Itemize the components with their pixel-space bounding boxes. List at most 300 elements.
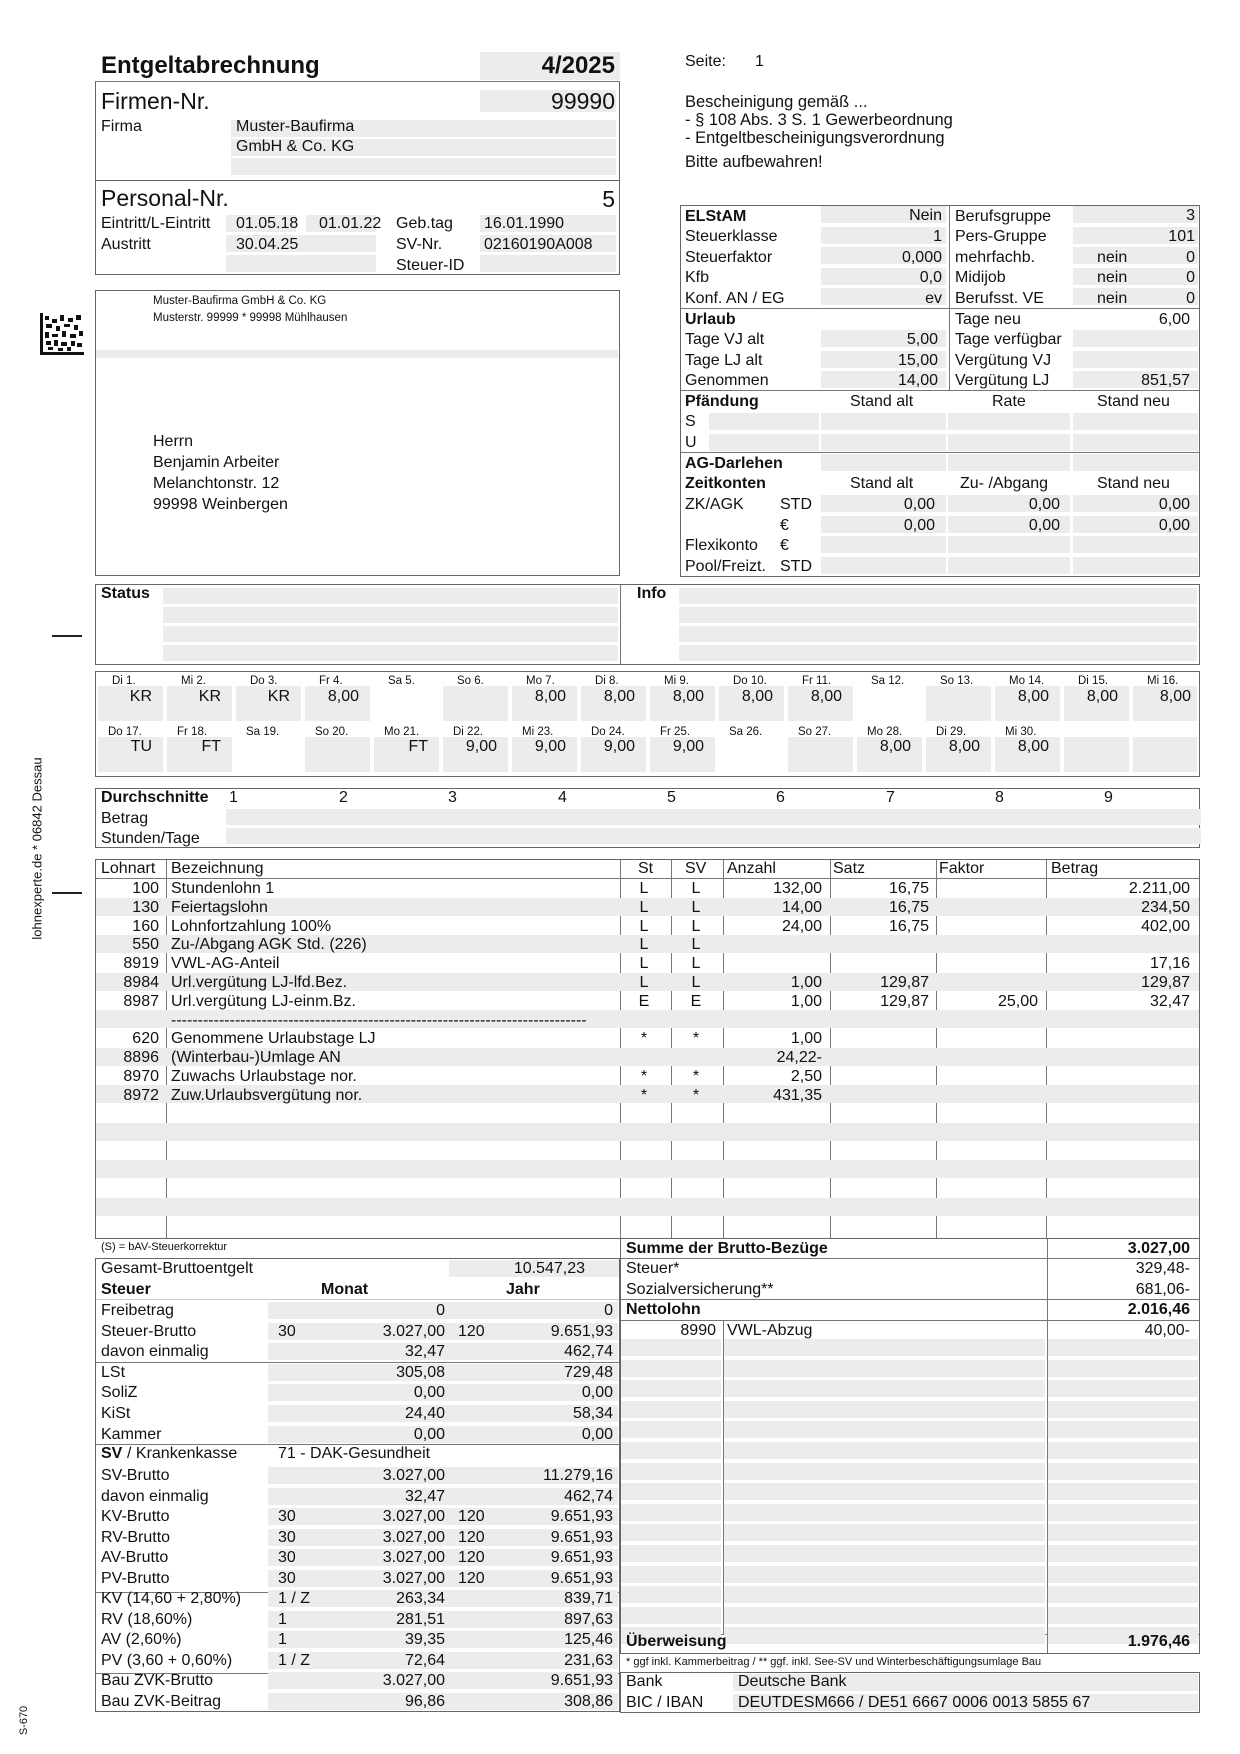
form-code: S-670 — [18, 1705, 31, 1736]
header-st: St — [638, 860, 654, 877]
data-row — [95, 1364, 620, 1384]
shade — [1048, 1339, 1198, 1356]
steuerfaktor: 0,000 — [901, 249, 942, 266]
zk-v6: 0,00 — [1158, 517, 1190, 534]
shade — [621, 1463, 721, 1480]
personnel-number-label: Personal-Nr. — [101, 185, 229, 211]
row-tage-jahr: 120 — [458, 1528, 485, 1546]
data-row — [95, 1384, 620, 1404]
row-tage-jahr: 120 — [458, 1322, 485, 1340]
shade — [724, 1566, 1045, 1583]
vertical-imprint: lohnexperte.de * 06842 Dessau — [29, 757, 45, 940]
row-monat: 39,35 — [404, 1631, 445, 1649]
bank-name: Deutsche Bank — [738, 1673, 847, 1690]
tage-neu: 6,00 — [1158, 311, 1190, 328]
lohnart-sv: * — [692, 1030, 700, 1048]
tage-lj-label: Tage LJ alt — [685, 352, 763, 369]
row-label: Bau ZVK-Beitrag — [101, 1692, 222, 1710]
lohnart-anzahl: 431,35 — [773, 1086, 822, 1104]
shade — [1048, 1504, 1198, 1521]
lohnart-bezeichnung: Lohnfortzahlung 100% — [171, 917, 332, 935]
row-label: davon einmalig — [101, 1343, 209, 1361]
lohnart-sv: L — [691, 974, 701, 991]
steuerklasse-label: Steuerklasse — [685, 228, 778, 245]
lohnart-satz: 129,87 — [880, 974, 929, 991]
firm-name-2: GmbH & Co. KG — [236, 138, 355, 155]
pfaendung-col1: Stand alt — [850, 393, 914, 410]
lohnart-code: 8972 — [123, 1086, 159, 1104]
pfaendung-col2: Rate — [992, 393, 1026, 410]
row-jahr: 0,00 — [581, 1384, 613, 1402]
shade — [724, 1380, 1045, 1397]
shade — [1048, 1586, 1198, 1603]
lohnart-code: 550 — [132, 936, 159, 954]
sv-label: SV — [101, 1445, 123, 1462]
tage-lj: 15,00 — [897, 352, 938, 369]
shade — [621, 1566, 721, 1583]
sv-label: SV-Nr. — [396, 236, 443, 253]
lohnart-anzahl: 1,00 — [790, 992, 822, 1010]
lohnart-anzahl: 24,22- — [776, 1049, 822, 1067]
data-row — [95, 1590, 620, 1610]
flexi-label: Flexikonto — [685, 537, 758, 554]
pool-label: Pool/Freizt. — [685, 558, 766, 575]
l-entry-date: 01.01.22 — [319, 215, 382, 232]
steuer-sum-value: 329,48- — [1135, 1260, 1190, 1277]
row-monat: 0,00 — [413, 1384, 445, 1402]
netto-label: Nettolohn — [626, 1301, 701, 1318]
shade — [621, 1586, 721, 1603]
calendar-day: Do 24. 9,00 — [579, 723, 648, 775]
brutto-label: Summe der Brutto-Bezüge — [626, 1240, 828, 1257]
lohnart-sv: L — [691, 880, 701, 897]
row-jahr: 897,63 — [564, 1610, 613, 1628]
shade — [1048, 1380, 1198, 1397]
data-row — [95, 1508, 620, 1528]
exit-date: 30.04.25 — [236, 236, 299, 253]
calendar-row-2 — [96, 723, 1199, 775]
gesamt-value: 10.547,23 — [513, 1260, 585, 1277]
shade — [1048, 1607, 1198, 1624]
calendar-day: Di 29. 8,00 — [924, 723, 993, 775]
verg-vj-label: Vergütung VJ — [955, 352, 1052, 369]
bic-label: BIC / IBAN — [626, 1694, 704, 1711]
lohnart-bezeichnung: VWL-AG-Anteil — [171, 955, 280, 973]
firm-label: Firma — [101, 118, 142, 135]
page-number: 1 — [755, 53, 764, 70]
company-number: 99990 — [551, 88, 615, 114]
lohnart-code: 8984 — [123, 974, 159, 991]
row-tage-monat: 30 — [278, 1528, 296, 1546]
shade — [1048, 1483, 1198, 1500]
row-tage-monat: 30 — [278, 1549, 296, 1567]
shade — [1048, 1421, 1198, 1438]
stunden-label: Stunden/Tage — [101, 830, 200, 847]
row-label: davon einmalig — [101, 1487, 209, 1505]
calendar-day — [1062, 723, 1131, 775]
birth-label: Geb.tag — [396, 215, 453, 232]
data-row — [95, 1467, 620, 1487]
row-jahr: 9.651,93 — [550, 1528, 613, 1546]
shade — [621, 1483, 721, 1500]
entry-label: Eintritt/L-Eintritt — [101, 215, 211, 232]
calendar-day: Mi 16. 8,00 — [1131, 672, 1199, 724]
bic-iban: DEUTDESM666 / DE51 6667 0006 0013 5855 67 — [738, 1694, 1091, 1711]
durchschnitte-col: 7 — [886, 789, 895, 806]
row-label: SV-Brutto — [101, 1467, 170, 1484]
calendar-day: Di 1. KR — [96, 672, 165, 724]
shade — [1048, 1360, 1198, 1377]
header-lohnart: Lohnart — [101, 860, 156, 877]
lohnart-sv: * — [692, 1068, 700, 1085]
period: 4/2025 — [541, 52, 615, 79]
row-label: PV-Brutto — [101, 1570, 170, 1587]
table-row — [95, 898, 1200, 917]
row-tage-monat: 30 — [278, 1322, 296, 1340]
steuer-label: Steuer — [101, 1281, 151, 1298]
durchschnitte-col: 8 — [995, 789, 1004, 806]
durchschnitte-col: 3 — [448, 789, 457, 806]
lohnart-st: * — [640, 1030, 648, 1048]
recipient-city: 99998 Weinbergen — [153, 496, 288, 513]
table-row — [95, 1086, 1200, 1105]
row-monat: 3.027,00 — [382, 1570, 445, 1587]
row-tage-monat: 1 / Z — [278, 1590, 311, 1607]
midijob: nein — [1097, 269, 1128, 286]
row-monat: 24,40 — [404, 1405, 445, 1422]
lohnart-code: 100 — [132, 880, 159, 897]
row-jahr: 729,48 — [564, 1363, 613, 1381]
shade — [621, 1607, 721, 1624]
durchschnitte-col: 4 — [558, 789, 567, 806]
lohnart-st: L — [639, 974, 649, 991]
table-row — [95, 954, 1200, 973]
row-jahr: 9.651,93 — [550, 1549, 613, 1567]
table-row — [95, 917, 1200, 936]
pfaendung-u: U — [685, 434, 697, 451]
calendar-day: Sa 5. — [372, 672, 441, 724]
lohnart-satz: 129,87 — [880, 992, 929, 1010]
flexi-eur: € — [780, 537, 789, 554]
calendar-day: Di 22. 9,00 — [441, 723, 510, 775]
bav-note: (S) = bAV-Steuerkorrektur — [101, 1241, 228, 1253]
lohnart-sv: L — [691, 917, 701, 935]
lohnart-betrag: 402,00 — [1141, 917, 1190, 935]
lohnart-code: 8970 — [123, 1068, 159, 1085]
data-row — [95, 1693, 620, 1713]
row-monat: 3.027,00 — [382, 1467, 445, 1484]
shade — [621, 1421, 721, 1438]
row-monat: 281,51 — [396, 1610, 445, 1628]
berufsst-label: Berufsst. VE — [955, 290, 1044, 307]
summary-shading — [620, 1238, 1200, 1654]
shade — [621, 1401, 721, 1418]
data-row — [95, 1570, 620, 1590]
shade — [724, 1607, 1045, 1624]
personnel-number: 5 — [602, 186, 615, 212]
row-monat: 3.027,00 — [382, 1528, 445, 1546]
tage-vj-label: Tage VJ alt — [685, 331, 765, 348]
lohnart-bezeichnung: (Winterbau-)Umlage AN — [171, 1049, 341, 1067]
lohnart-bezeichnung: Url.vergütung LJ-lfd.Bez. — [171, 974, 348, 991]
row-label: KV (14,60 + 2,80%) — [101, 1590, 242, 1607]
mehrfach-label: mehrfachb. — [955, 249, 1036, 266]
mehrfach: nein — [1097, 249, 1128, 266]
lohnart-sv: L — [691, 936, 701, 954]
lohnart-code: 8919 — [123, 955, 159, 973]
lohnart-code: 8896 — [123, 1049, 159, 1067]
row-monat: 0 — [436, 1302, 445, 1319]
zeitkonten-label: Zeitkonten — [685, 475, 766, 492]
datamatrix-icon — [40, 313, 84, 355]
calendar-day: Sa 19. — [234, 723, 303, 775]
monat-label: Monat — [321, 1281, 369, 1298]
abzug-label: VWL-Abzug — [727, 1322, 813, 1339]
betrag-label: Betrag — [101, 810, 149, 827]
abzug-value: 40,00- — [1144, 1322, 1190, 1339]
pool-std: STD — [780, 558, 812, 575]
row-jahr: 0,00 — [581, 1425, 613, 1443]
lohnart-sv: L — [691, 898, 701, 916]
row-monat: 0,00 — [413, 1425, 445, 1443]
row-tage-monat: 30 — [278, 1570, 296, 1587]
row-label: AV-Brutto — [101, 1549, 169, 1567]
durchschnitte-col: 9 — [1104, 789, 1113, 806]
shade — [1048, 1524, 1198, 1541]
steuerklasse: 1 — [933, 228, 942, 245]
row-tage-jahr: 120 — [458, 1549, 485, 1567]
row-monat: 3.027,00 — [382, 1322, 445, 1340]
row-tage-jahr: 120 — [458, 1508, 485, 1526]
data-row — [95, 1488, 620, 1508]
elstam-label: ELStAM — [685, 208, 747, 225]
cert-line-1: Bescheinigung gemäß ... — [685, 93, 868, 111]
data-row — [95, 1302, 620, 1322]
shade — [621, 1524, 721, 1541]
calendar-day: Mo 7. 8,00 — [510, 672, 579, 724]
shade — [724, 1524, 1045, 1541]
shade — [621, 1504, 721, 1521]
data-row — [95, 1426, 620, 1446]
recipient-street: Melanchtonstr. 12 — [153, 475, 280, 492]
keep-note: Bitte aufbewahren! — [685, 153, 823, 171]
row-monat: 263,34 — [396, 1590, 445, 1607]
persgruppe: 101 — [1168, 228, 1195, 245]
calendar-day: Mo 28. 8,00 — [855, 723, 924, 775]
row-label: SoliZ — [101, 1384, 138, 1402]
row-jahr: 11.279,16 — [543, 1467, 613, 1484]
row-label: Steuer-Brutto — [101, 1322, 197, 1340]
lohnart-anzahl: 14,00 — [781, 898, 822, 916]
row-monat: 32,47 — [404, 1343, 445, 1361]
calendar-day: Fr 18. FT — [165, 723, 234, 775]
lohnart-st: * — [640, 1068, 648, 1085]
table-row — [95, 935, 1200, 954]
pfaendung-label: Pfändung — [685, 393, 759, 410]
table-row — [95, 1067, 1200, 1086]
calendar-day: Fr 4. 8,00 — [303, 672, 372, 724]
lohnart-bezeichnung: Genommene Urlaubstage LJ — [171, 1030, 376, 1048]
table-row — [95, 973, 1200, 992]
elstam-value: Nein — [909, 207, 942, 224]
header-betrag: Betrag — [1051, 860, 1099, 877]
shade — [724, 1627, 1045, 1644]
row-label: KiSt — [101, 1405, 131, 1422]
birth-date: 16.01.1990 — [484, 215, 565, 232]
lohnart-bezeichnung: ------------------------------------------------------------------------------ — [171, 1011, 587, 1029]
row-tage-monat: 30 — [278, 1508, 296, 1526]
shade — [621, 1545, 721, 1562]
calendar-day: Di 8. 8,00 — [579, 672, 648, 724]
row-label: PV (3,60 + 0,60%) — [101, 1651, 233, 1669]
calendar-day: Fr 11. 8,00 — [786, 672, 855, 724]
tage-vj: 5,00 — [906, 331, 938, 348]
row-label: Kammer — [101, 1425, 162, 1443]
calendar-day: Mo 14. 8,00 — [993, 672, 1062, 724]
row-jahr: 9.651,93 — [550, 1322, 613, 1340]
row-jahr: 9.651,93 — [550, 1508, 613, 1526]
sender-line-2: Musterstr. 99999 * 99998 Mühlhausen — [153, 312, 348, 324]
zeitkonten-col1: Stand alt — [850, 475, 914, 492]
company-number-label: Firmen-Nr. — [101, 88, 210, 114]
persgruppe-label: Pers-Gruppe — [955, 228, 1047, 245]
berufsgruppe-label: Berufsgruppe — [955, 208, 1052, 225]
konf: ev — [925, 290, 942, 307]
row-jahr: 462,74 — [564, 1487, 613, 1505]
steuerfaktor-label: Steuerfaktor — [685, 249, 773, 266]
verg-lj-label: Vergütung LJ — [955, 372, 1050, 389]
kfb: 0,0 — [919, 269, 942, 286]
row-tage-monat: 1 — [278, 1610, 287, 1628]
header-satz: Satz — [833, 860, 866, 877]
row-monat: 3.027,00 — [382, 1549, 445, 1567]
lohnart-satz: 16,75 — [888, 917, 929, 935]
lohnart-betrag: 32,47 — [1149, 992, 1190, 1010]
zeitkonten-col2: Zu- /Abgang — [960, 475, 1049, 492]
sv-sum-value: 681,06- — [1135, 1281, 1190, 1298]
berufsst-n: 0 — [1186, 290, 1195, 307]
row-label: Freibetrag — [101, 1302, 174, 1319]
recipient-name: Benjamin Arbeiter — [153, 454, 280, 471]
calendar-day: Do 17. TU — [96, 723, 165, 775]
table-row — [95, 1011, 1200, 1030]
lohnart-anzahl: 2,50 — [790, 1068, 822, 1085]
shade — [724, 1463, 1045, 1480]
sv-sum-label: Sozialversicherung** — [626, 1281, 774, 1298]
calendar-day: So 13. — [924, 672, 993, 724]
kasse: 71 - DAK-Gesundheit — [278, 1445, 431, 1462]
data-row — [95, 1323, 620, 1343]
zk-v5: 0,00 — [1028, 517, 1060, 534]
row-label: AV (2,60%) — [101, 1631, 182, 1649]
lohnart-code: 620 — [132, 1030, 159, 1048]
durchschnitte-label: Durchschnitte — [101, 789, 209, 806]
calendar-day: Mi 9. 8,00 — [648, 672, 717, 724]
shade — [724, 1545, 1045, 1562]
konf-label: Konf. AN / EG — [685, 290, 785, 307]
row-label: RV-Brutto — [101, 1528, 171, 1546]
calendar-day: So 6. — [441, 672, 510, 724]
lohnart-bezeichnung: Url.vergütung LJ-einm.Bz. — [171, 992, 356, 1010]
zeitkonten-col3: Stand neu — [1097, 475, 1170, 492]
calendar-day: Do 10. 8,00 — [717, 672, 786, 724]
ueberweisung-label: Überweisung — [626, 1633, 727, 1650]
row-jahr: 58,34 — [572, 1405, 613, 1422]
table-row — [95, 1048, 1200, 1067]
row-jahr: 125,46 — [564, 1631, 613, 1649]
shade — [724, 1442, 1045, 1459]
row-monat: 72,64 — [404, 1651, 445, 1669]
abzug-la: 8990 — [680, 1322, 716, 1339]
row-monat: 3.027,00 — [382, 1508, 445, 1526]
kasse-label: / Krankenkasse — [127, 1445, 238, 1462]
ueberweisung-value: 1.976,46 — [1127, 1633, 1190, 1650]
header-faktor: Faktor — [939, 860, 985, 877]
row-monat: 96,86 — [404, 1692, 445, 1710]
shade — [724, 1401, 1045, 1418]
calendar-day: Sa 26. — [717, 723, 786, 775]
row-tage-jahr: 120 — [458, 1570, 485, 1587]
calendar-row-1 — [96, 672, 1199, 724]
genommen: 14,00 — [897, 372, 938, 389]
lohnart-st: L — [639, 917, 649, 935]
row-monat: 32,47 — [404, 1487, 445, 1505]
lohnart-st: L — [639, 955, 649, 973]
document-title: Entgeltabrechnung — [101, 52, 320, 79]
row-jahr: 839,71 — [564, 1590, 613, 1607]
calendar-day: So 27. — [786, 723, 855, 775]
lohnart-betrag: 129,87 — [1141, 974, 1190, 991]
data-row — [95, 1343, 620, 1363]
lohnart-anzahl: 1,00 — [790, 1030, 822, 1048]
zk-v1: 0,00 — [903, 496, 935, 513]
row-label: RV (18,60%) — [101, 1610, 193, 1628]
calendar-day — [1131, 723, 1199, 775]
shade — [621, 1360, 721, 1377]
durchschnitte-col: 6 — [776, 789, 785, 806]
darlehen-label: AG-Darlehen — [685, 455, 783, 472]
row-jahr: 9.651,93 — [550, 1570, 613, 1587]
berufsst: nein — [1097, 290, 1128, 307]
row-label: LSt — [101, 1363, 126, 1381]
data-row — [95, 1652, 620, 1672]
lohnart-bezeichnung: Zu-/Abgang AGK Std. (226) — [171, 936, 367, 954]
lohnart-code: 130 — [132, 898, 159, 916]
shade — [1048, 1463, 1198, 1480]
sv-number: 02160190A008 — [484, 236, 593, 253]
tage-verf-label: Tage verfügbar — [955, 331, 1062, 348]
brutto-value: 3.027,00 — [1127, 1240, 1190, 1257]
row-tage-monat: 1 — [278, 1631, 287, 1649]
lohnart-code: 8987 — [123, 992, 159, 1010]
row-monat: 3.027,00 — [382, 1672, 445, 1689]
zk-eur: € — [780, 517, 789, 534]
table-row — [95, 1029, 1200, 1048]
durchschnitte-col: 5 — [667, 789, 676, 806]
lohnart-sv: E — [690, 992, 702, 1010]
table-row — [95, 879, 1200, 898]
pfaendung-col3: Stand neu — [1097, 393, 1170, 410]
header-sv: SV — [685, 860, 707, 877]
lohnart-anzahl: 1,00 — [790, 974, 822, 991]
table-row — [95, 992, 1200, 1011]
data-row — [95, 1405, 620, 1425]
row-jahr: 462,74 — [564, 1343, 613, 1361]
genommen-label: Genommen — [685, 372, 769, 389]
row-jahr: 231,63 — [564, 1651, 613, 1669]
lohnart-code: 160 — [132, 917, 159, 935]
shade — [621, 1339, 721, 1356]
